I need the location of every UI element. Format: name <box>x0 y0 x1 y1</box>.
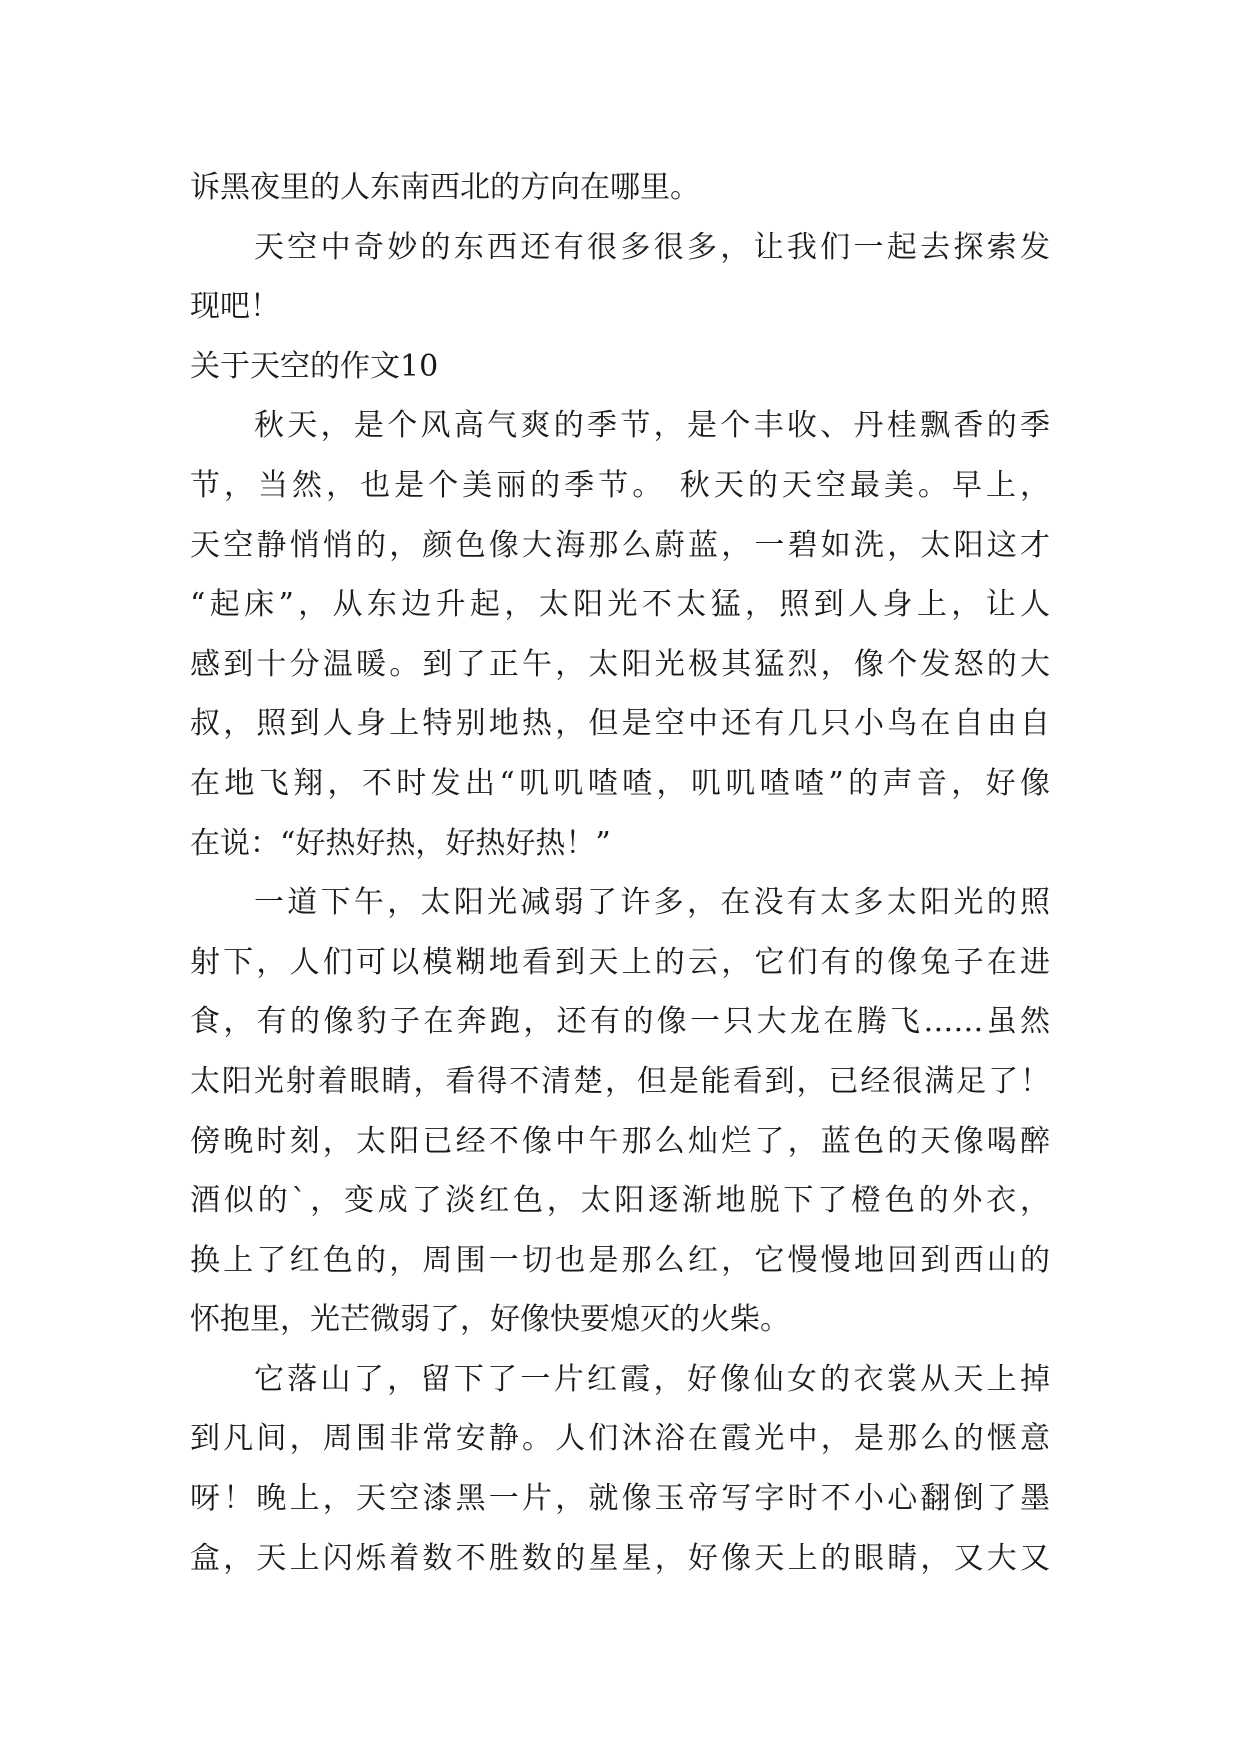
text-line: 射下，人们可以模糊地看到天上的云，它们有的像兔子在进 <box>190 944 1050 980</box>
text-line: 到凡间，周围非常安静。人们沐浴在霞光中，是那么的惬意 <box>190 1421 1050 1457</box>
text-line: 盒，天上闪烁着数不胜数的星星，好像天上的眼睛，又大又 <box>190 1540 1050 1576</box>
text-line: 在说：“好热好热，好热好热！” <box>190 825 611 861</box>
paragraph-first-line: 一道下午，太阳光减弱了许多，在没有太多太阳光的照 <box>254 885 1050 921</box>
text-line: 换上了红色的，周围一切也是那么红，它慢慢地回到西山的 <box>190 1242 1050 1278</box>
paragraph-first-line: 它落山了，留下了一片红霞，好像仙女的衣裳从天上掉 <box>254 1361 1050 1397</box>
text-line: 傍晚时刻，太阳已经不像中午那么灿烂了，蓝色的天像喝醉 <box>190 1123 1050 1159</box>
text-line: 太阳光射着眼睛，看得不清楚，但是能看到，已经很满足了！ <box>190 1063 1050 1099</box>
document-body <box>190 158 1050 1588</box>
essay-heading: 关于天空的作文10 <box>190 348 439 384</box>
text-line: 诉黑夜里的人东南西北的方向在哪里。 <box>190 170 700 205</box>
paragraph-first-line: 天空中奇妙的东西还有很多很多，让我们一起去探索发 <box>254 229 1050 265</box>
text-line: 呀！晚上，天空漆黑一片，就像玉帝写字时不小心翻倒了墨 <box>190 1481 1050 1517</box>
text-line: 叔，照到人身上特别地热，但是空中还有几只小鸟在自由自 <box>190 706 1050 742</box>
text-line: 现吧！ <box>190 289 280 325</box>
text-line: 感到十分温暖。到了正午，太阳光极其猛烈，像个发怒的大 <box>190 646 1050 682</box>
text-line: 天空静悄悄的，颜色像大海那么蔚蓝，一碧如洗，太阳这才 <box>190 527 1050 563</box>
text-line: 节，当然，也是个美丽的季节。 秋天的天空最美。早上， <box>190 467 1050 503</box>
text-line: 酒似的`，变成了淡红色，太阳逐渐地脱下了橙色的外衣， <box>190 1183 1050 1219</box>
text-line: 怀抱里，光芒微弱了，好像快要熄灭的火柴。 <box>190 1302 790 1338</box>
text-line: “起床”，从东边升起，太阳光不太猛，照到人身上，让人 <box>190 587 1050 623</box>
text-line: 在地飞翔，不时发出“叽叽喳喳，叽叽喳喳”的声音，好像 <box>190 765 1050 801</box>
text-line: 食，有的像豹子在奔跑，还有的像一只大龙在腾飞……虽然 <box>190 1004 1050 1040</box>
paragraph-first-line: 秋天，是个风高气爽的季节，是个丰收、丹桂飘香的季 <box>254 408 1050 444</box>
